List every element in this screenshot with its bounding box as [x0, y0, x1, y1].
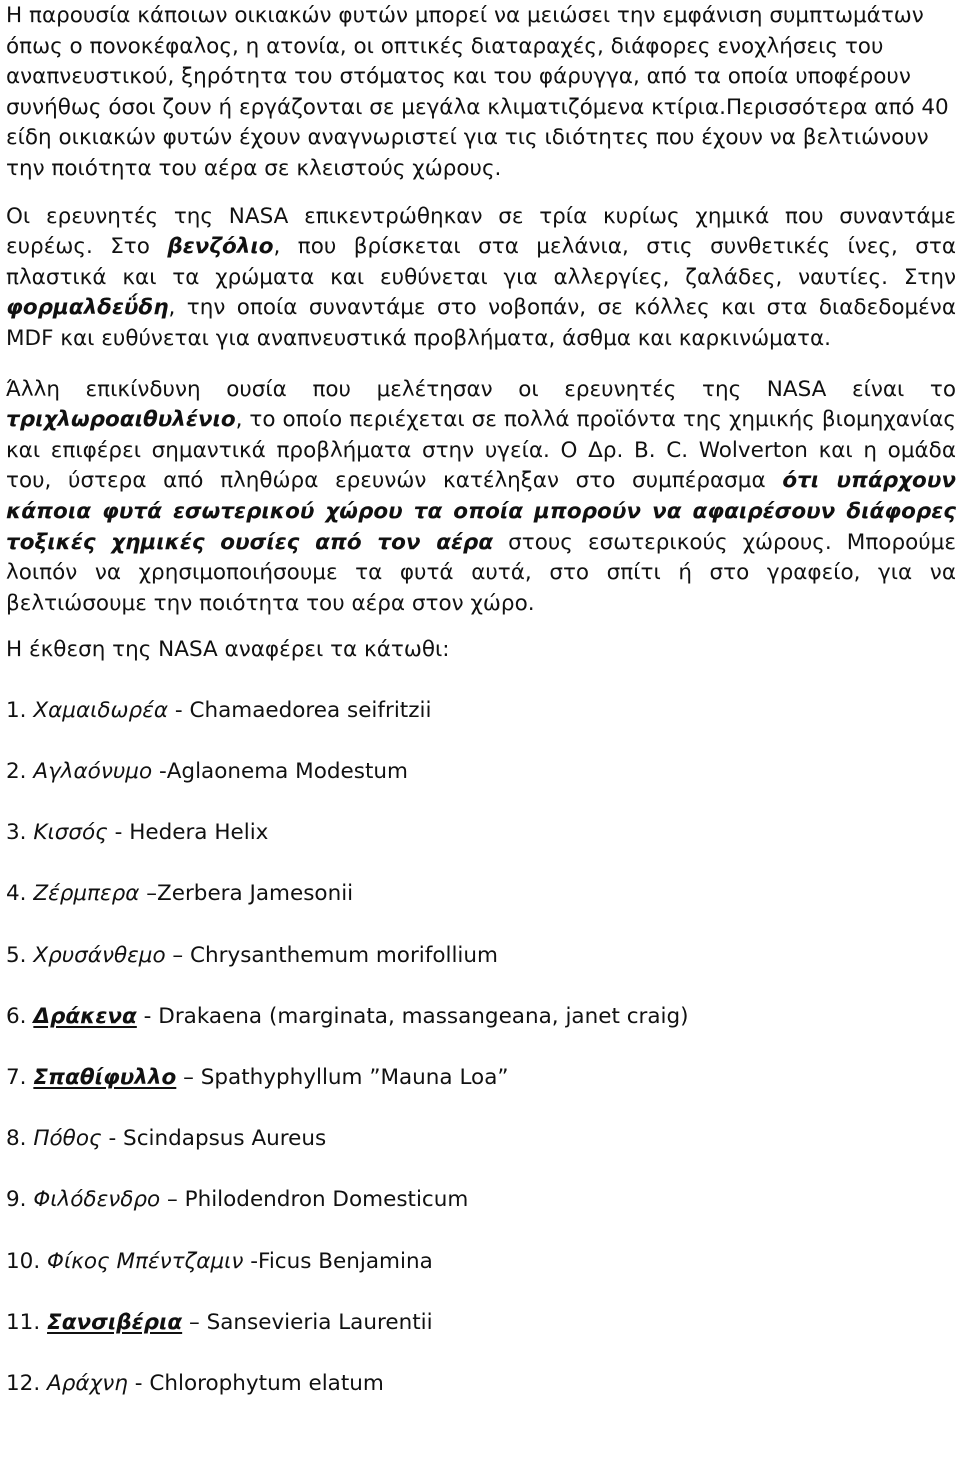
plant-list-item — [6, 1002, 956, 1032]
paragraph2-text: Οι ερευνητές της NASA επικεντρώθηκαν σε τρία κυρίως χημικά που συναντάμε ευρέως. Στο — [6, 203, 956, 260]
benzene-term: βενζόλιο — [167, 234, 274, 260]
plant-number: 5. — [6, 942, 34, 968]
plant-separator: – — [139, 881, 158, 907]
plant-number: 11. — [6, 1309, 48, 1335]
plant-latin-name: Spathyphyllum ”Mauna Loa” — [200, 1065, 509, 1090]
plant-greek-name: Δράκενα — [33, 1003, 137, 1029]
plant-number: 6. — [6, 1003, 34, 1029]
report-intro: Η έκθεση της NASA αναφέρει τα κάτωθι: — [6, 637, 450, 663]
formaldehyde-term: φορμαλδεΰδη — [6, 295, 169, 321]
plant-greek-name: Ζέρμπερα — [33, 881, 140, 907]
plant-latin-name: Philodendron Domesticum — [184, 1187, 469, 1213]
plant-list-item — [6, 879, 956, 909]
plant-number: 12. — [6, 1370, 48, 1396]
plant-list-item — [6, 1247, 956, 1277]
plant-latin-name: Scindapsus Aureus — [123, 1126, 327, 1152]
plant-separator: – — [160, 1187, 185, 1213]
paragraph3-text-2: , το οποίο περιέχεται σε πολλά προϊόντα της χημικής βιομηχανίας και επιφέρει σημαντικά προβλήματα στην υγεία. Ο Δρ. Β. C. Wolverton και η ομάδα του, ύστερα από πληθώρα ερευνών κατέληξαν στο συμπέρασμα — [6, 407, 956, 494]
plant-greek-name: Σανσιβέρια — [47, 1309, 183, 1335]
plant-number: 10. — [6, 1248, 48, 1274]
plant-list-item — [6, 941, 956, 971]
plant-separator: - — [101, 1126, 124, 1152]
plant-separator: – — [176, 1065, 201, 1090]
plant-separator: - — [168, 697, 190, 723]
plant-greek-name: Κισσός — [33, 820, 108, 846]
plant-separator: – — [165, 942, 191, 968]
plant-separator: - — [107, 820, 130, 846]
paragraph3-text: Άλλη επικίνδυνη ουσία που μελέτησαν οι ερευνητές της NASA είναι το — [6, 376, 956, 402]
plant-greek-name: Σπαθίφυλλο — [33, 1065, 177, 1090]
plant-greek-name: Φίκος Μπέντζαμιν — [47, 1248, 244, 1274]
plant-latin-name: Sansevieria Laurentii — [206, 1309, 433, 1335]
plant-greek-name: Πόθος — [33, 1126, 102, 1152]
plant-separator: - — [243, 1248, 259, 1274]
plant-latin-name: Chrysanthemum morifollium — [190, 942, 498, 968]
plant-number: 9. — [6, 1187, 34, 1213]
plant-greek-name: Φιλόδενδρο — [33, 1187, 161, 1213]
nasa-chemicals-paragraph — [6, 202, 956, 355]
plant-separator: - — [136, 1003, 159, 1029]
plant-number: 1. — [6, 697, 34, 723]
paragraph2-text-2: , που βρίσκεται στα μελάνια, στις συνθετικές ίνες, στα πλαστικά και τα χρώματα και ευθύνεται για αλλεργίες, ζαλάδες, ναυτίες. Στην — [6, 234, 957, 290]
plant-greek-name: Αράχνη — [47, 1370, 128, 1396]
trichloroethylene-term: τριχλωροαιθυλένιο — [6, 407, 236, 433]
wolverton-paragraph — [6, 375, 956, 620]
paragraph1-text-continued: Περισσότερα από 40 είδη οικιακών φυτών έχουν αναγνωριστεί για τις ιδιότητες που έχουν να βελτιώνουν την ποιότητα του αέρα σε κλειστούς χώρους. — [6, 94, 949, 181]
plant-latin-name: Chlorophytum elatum — [149, 1370, 384, 1396]
plant-latin-name: Aglaonema Modestum — [166, 759, 408, 785]
plant-latin-name: Drakaena (marginata, massangeana, janet craig) — [158, 1003, 689, 1029]
paragraph3-text-3: στους εσωτερικούς χώρους. Μπορούμε λοιπόν να χρησιμοποιήσουμε τα φυτά αυτά, στο σπίτι ή στο γραφείο, για να βελτιώσουμε την ποιότητα του αέρα στον χώρο. — [6, 529, 956, 616]
plant-separator: – — [182, 1309, 207, 1335]
plant-list-item — [6, 696, 956, 726]
plant-number: 3. — [6, 820, 34, 846]
intro-paragraph — [6, 0, 956, 185]
paragraph2-text-3: , την οποία συναντάμε στο νοβοπάν, σε κόλλες και στα διαδεδομένα MDF και ευθύνεται για αναπνευστικά προβλήματα, άσθμα και καρκινώματα. — [6, 295, 956, 351]
plant-latin-name: Hedera Helix — [129, 820, 269, 846]
plant-list-item — [6, 757, 956, 787]
plant-number: 8. — [6, 1126, 34, 1152]
plant-greek-name: Αγλαόνυμο — [33, 759, 153, 785]
plant-number: 2. — [6, 759, 34, 785]
plant-number: 4. — [6, 881, 34, 907]
plant-list-item — [6, 1369, 956, 1399]
plant-number: 7. — [6, 1065, 34, 1090]
plant-list — [6, 696, 956, 1399]
plant-list-item — [6, 1124, 956, 1154]
plant-list-item — [6, 1308, 956, 1338]
plant-greek-name: Χαμαιδωρέα — [33, 697, 168, 723]
plant-separator: - — [152, 759, 167, 785]
plant-separator: - — [127, 1370, 150, 1396]
paragraph1-text: Η παρουσία κάποιων οικιακών φυτών μπορεί να μειώσει την εμφάνιση συμπτωμάτων όπως ο πονοκέφαλος, η ατονία, οι οπτικές διαταραχές, διάφορες ενοχλήσεις του αναπνευστικού, ξηρότητα του στόματος και του φάρυγγα, από τα οποία υποφέρουν συνήθως όσοι ζουν ή εργάζονται σε μεγάλα κλιματιζόμενα κτίρια. — [6, 3, 924, 120]
plant-latin-name: Ficus Benjamina — [258, 1248, 433, 1274]
document-page — [6, 0, 956, 1399]
plant-list-item — [6, 1063, 956, 1093]
plant-latin-name: Chamaedorea seifritzii — [189, 697, 432, 723]
conclusion-emphasis: ότι υπάρχουν κάποια φυτά εσωτερικού χώρου τα οποία μπορούν να αφαιρέσουν διάφορες τοξικές χημικές ουσίες από τον αέρα — [6, 468, 956, 555]
plant-list-item — [6, 818, 956, 848]
plant-latin-name: Zerbera Jamesonii — [157, 881, 354, 907]
plant-list-item — [6, 1185, 956, 1215]
plant-greek-name: Χρυσάνθεμο — [33, 942, 166, 968]
